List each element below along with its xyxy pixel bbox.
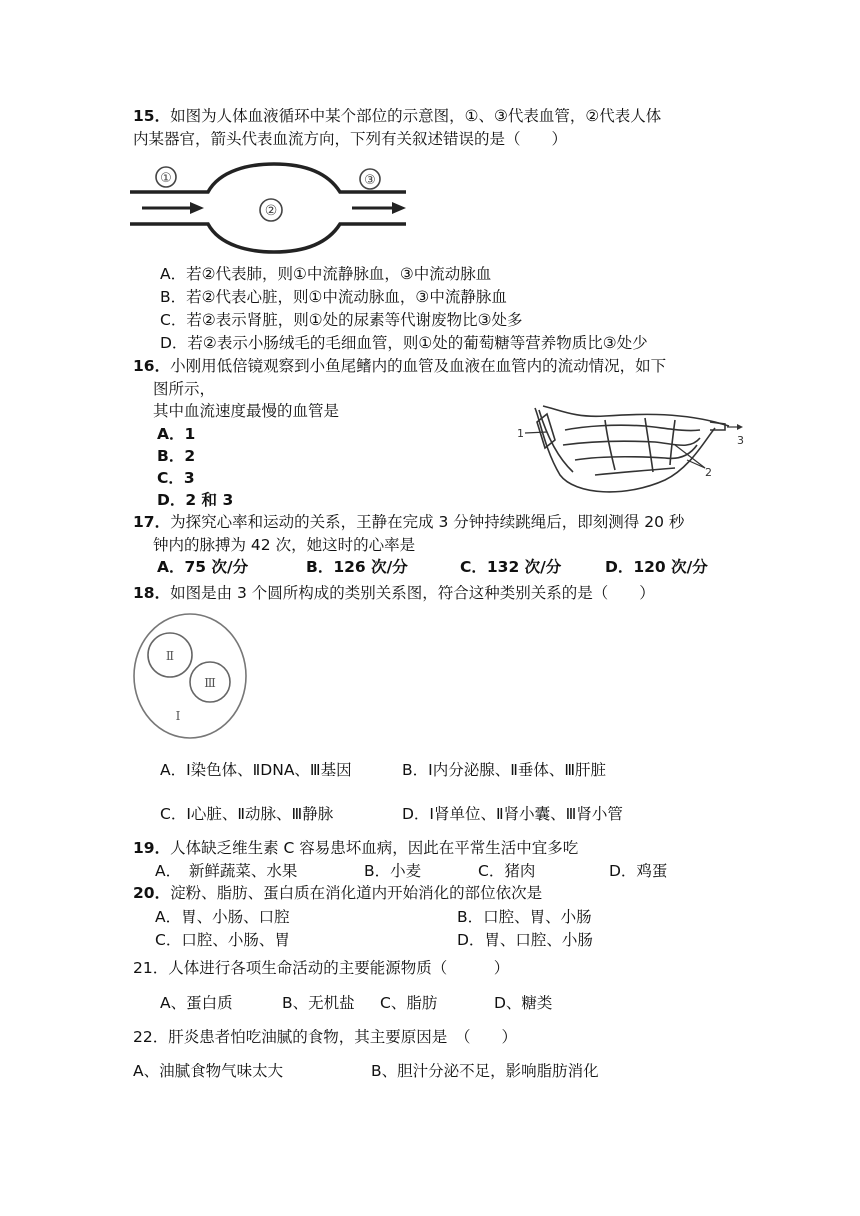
q21-line1: 21．人体进行各项生命活动的主要能源物质（ ） [133, 959, 510, 977]
q18-option-b: B．Ⅰ内分泌腺、Ⅱ垂体、Ⅲ肝脏 [402, 761, 607, 779]
q15-label-2: ② [264, 203, 278, 219]
q17-line2: 钟内的脉搏为 42 次，她这时的心率是 [153, 536, 416, 554]
q16-label-2: 2 [705, 466, 712, 479]
q19-line1: 19．人体缺乏维生素 C 容易患坏血病，因此在平常生活中宜多吃 [133, 839, 579, 857]
q15-option-d: D．若②表示小肠绒毛的毛细血管，则①处的葡萄糖等营养物质比③处少 [160, 334, 648, 352]
q21-option-a: A、蛋白质 [160, 994, 233, 1012]
q16-option-d: D．2 和 3 [157, 491, 234, 509]
q20-option-d: D．胃、口腔、小肠 [457, 931, 593, 949]
q16-number: 16． [133, 357, 171, 375]
q15-line2: 内某器官，箭头代表血流方向，下列有关叙述错误的是（ ） [133, 130, 568, 148]
q21-option-d: D、糖类 [494, 994, 553, 1012]
q19-number: 19． [133, 839, 171, 857]
q15-option-b: B．若②代表心脏，则①中流动脉血，③中流静脉血 [160, 288, 507, 306]
q15-line1: 15．如图为人体血液循环中某个部位的示意图，①、③代表血管，②代表人体 [133, 107, 662, 125]
q18-label-iii: Ⅲ [204, 676, 216, 690]
q16-option-a: A．1 [157, 425, 196, 443]
q18-line1: 18．如图是由 3 个圆所构成的类别关系图，符合这种类别关系的是（ ） [133, 584, 655, 602]
q22-number: 22． [133, 1028, 169, 1046]
q15-figure [130, 160, 420, 260]
q17-number: 17． [133, 513, 171, 531]
q15-option-a: A．若②代表肺，则①中流静脉血，③中流动脉血 [160, 265, 492, 283]
q18-figure [130, 610, 250, 742]
q18-label-ii: Ⅱ [165, 649, 175, 663]
q17-option-d: D．120 次/分 [605, 558, 708, 576]
q20-option-a: A．胃、小肠、口腔 [155, 908, 290, 926]
q15-label-1: ① [160, 171, 172, 186]
q19-option-c: C．猪肉 [478, 862, 536, 880]
q17-line1: 17．为探究心率和运动的关系，王静在完成 3 分钟持续跳绳后，即刻测得 20 秒 [133, 513, 685, 531]
q16-option-b: B．2 [157, 447, 196, 465]
q22-option-b: B、胆汁分泌不足，影响脂肪消化 [371, 1062, 599, 1080]
q19-option-a: A． 新鲜蔬菜、水果 [155, 862, 298, 880]
q15-number: 15． [133, 107, 171, 125]
q20-option-c: C．口腔、小肠、胃 [155, 931, 290, 949]
q16-line2: 图所示， [153, 380, 216, 398]
q18-option-d: D．Ⅰ肾单位、Ⅱ肾小囊、Ⅲ肾小管 [402, 805, 623, 823]
q22-line1: 22．肝炎患者怕吃油腻的食物，其主要原因是 （ ） [133, 1028, 517, 1046]
q18-number: 18． [133, 584, 171, 602]
q16-line1: 16．小刚用低倍镜观察到小鱼尾鳍内的血管及血液在血管内的流动情况，如下 [133, 357, 667, 375]
q19-option-d: D．鸡蛋 [609, 862, 668, 880]
q18-option-a: A．Ⅰ染色体、ⅡDNA、Ⅲ基因 [160, 761, 352, 779]
q17-option-b: B．126 次/分 [306, 558, 408, 576]
q18-option-c: C．Ⅰ心脏、Ⅱ动脉、Ⅲ静脉 [160, 805, 334, 823]
q19-option-b: B．小麦 [364, 862, 422, 880]
q18-label-i: Ⅰ [175, 709, 181, 723]
q21-option-b: B、无机盐 [282, 994, 355, 1012]
q21-option-c: C、脂肪 [380, 994, 438, 1012]
q16-figure [515, 400, 745, 500]
q20-option-b: B．口腔、胃、小肠 [457, 908, 592, 926]
q16-label-3: 3 [737, 434, 744, 447]
q16-line3: 其中血流速度最慢的血管是 [153, 402, 340, 420]
q20-line1: 20．淀粉、脂肪、蛋白质在消化道内开始消化的部位依次是 [133, 884, 543, 902]
q22-option-a: A、油腻食物气味太大 [133, 1062, 284, 1080]
q15-option-c: C．若②表示肾脏，则①处的尿素等代谢废物比③处多 [160, 311, 523, 329]
q20-number: 20． [133, 884, 171, 902]
q17-option-a: A．75 次/分 [157, 558, 249, 576]
q16-option-c: C．3 [157, 469, 195, 487]
q17-option-c: C．132 次/分 [460, 558, 562, 576]
q15-label-3: ③ [364, 173, 376, 188]
q16-label-1: 1 [517, 427, 524, 440]
q21-number: 21． [133, 959, 169, 977]
